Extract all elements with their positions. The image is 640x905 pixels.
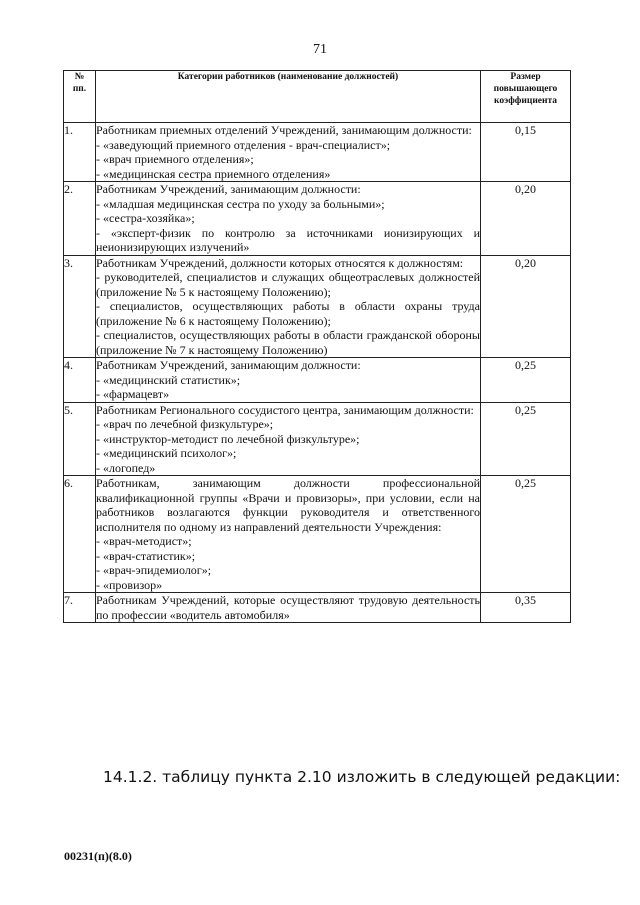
- table-row: [64, 593, 571, 623]
- coefficient-table: [63, 70, 571, 623]
- table-row: [64, 402, 571, 476]
- row-coefficient: 0,25: [481, 358, 571, 403]
- amendment-paragraph: 14.1.2. таблицу пункта 2.10 изложить в следующей редакции:: [103, 768, 621, 786]
- row-number: 7.: [64, 593, 96, 623]
- row-coefficient: 0,25: [481, 402, 571, 476]
- row-number: 6.: [64, 476, 96, 593]
- table-row: [64, 255, 571, 358]
- row-coefficient: 0,25: [481, 476, 571, 593]
- row-description: Работникам Регионального сосудистого центра, занимающим должности: - «врач по лечебной физкультуре»; - «инструктор-методист по лечебной физкультуре»; - «медицинский психолог»; - «логопед»: [96, 402, 481, 476]
- table-header-row: [64, 71, 571, 123]
- row-number: 2.: [64, 182, 96, 256]
- table-row: [64, 182, 571, 256]
- row-description: Работникам Учреждений, занимающим должности: - «младшая медицинская сестра по уходу за больными»; - «сестра-хозяйка»; - «эксперт-физик по контролю за источниками ионизирующих и неионизирующих излучений»: [96, 182, 480, 254]
- row-number: 3.: [64, 255, 96, 358]
- document-code: 00231(п)(8.0): [64, 849, 132, 863]
- row-description: Работникам Учреждений, должности которых относятся к должностям: - руководителей, специалистов и служащих общеотраслевых должностей (приложение № 5 к настоящему Положению); - специалистов, осуществляющих работы в области охраны труда (приложение № 6 к настоящему Положению); - специалистов, осуществляющих работы в области гражданской обороны (приложение № 7 к настоящему Положению): [96, 255, 480, 357]
- header-num: № пп.: [64, 71, 96, 123]
- row-coefficient: 0,15: [481, 123, 571, 182]
- row-description: Работникам Учреждений, занимающим должности: - «медицинский статистик»; - «фармацевт»: [96, 358, 481, 403]
- row-description: Работникам Учреждений, которые осуществляют трудовую деятельность по профессии «водитель автомобиля»: [96, 593, 480, 622]
- row-description: Работникам, занимающим должности профессиональной квалификационной группы «Врачи и провизоры», при условии, если на работников возлагаются функции руководителя и ответственного исполнителя по одному из направлений деятельности Учреждения: - «врач-методист»; - «врач-статистик»; - «врач-эпидемиолог»; - «провизор»: [96, 476, 480, 592]
- row-number: 4.: [64, 358, 96, 403]
- row-number: 5.: [64, 402, 96, 476]
- table-row: [64, 476, 571, 593]
- row-description: Работникам приемных отделений Учреждений, занимающим должности: - «заведующий приемного отделения - врач-специалист»; - «врач приемного отделения»; - «медицинская сестра приемного отделения»: [96, 123, 481, 182]
- header-coefficient: Размер повышающего коэффициента: [481, 71, 571, 123]
- header-category: Категории работников (наименование должностей): [96, 71, 481, 123]
- row-coefficient: 0,35: [481, 593, 571, 623]
- row-number: 1.: [64, 123, 96, 182]
- table-row: [64, 358, 571, 403]
- table-row: [64, 123, 571, 182]
- row-coefficient: 0,20: [481, 182, 571, 256]
- page-number: 71: [313, 42, 327, 57]
- row-coefficient: 0,20: [481, 255, 571, 358]
